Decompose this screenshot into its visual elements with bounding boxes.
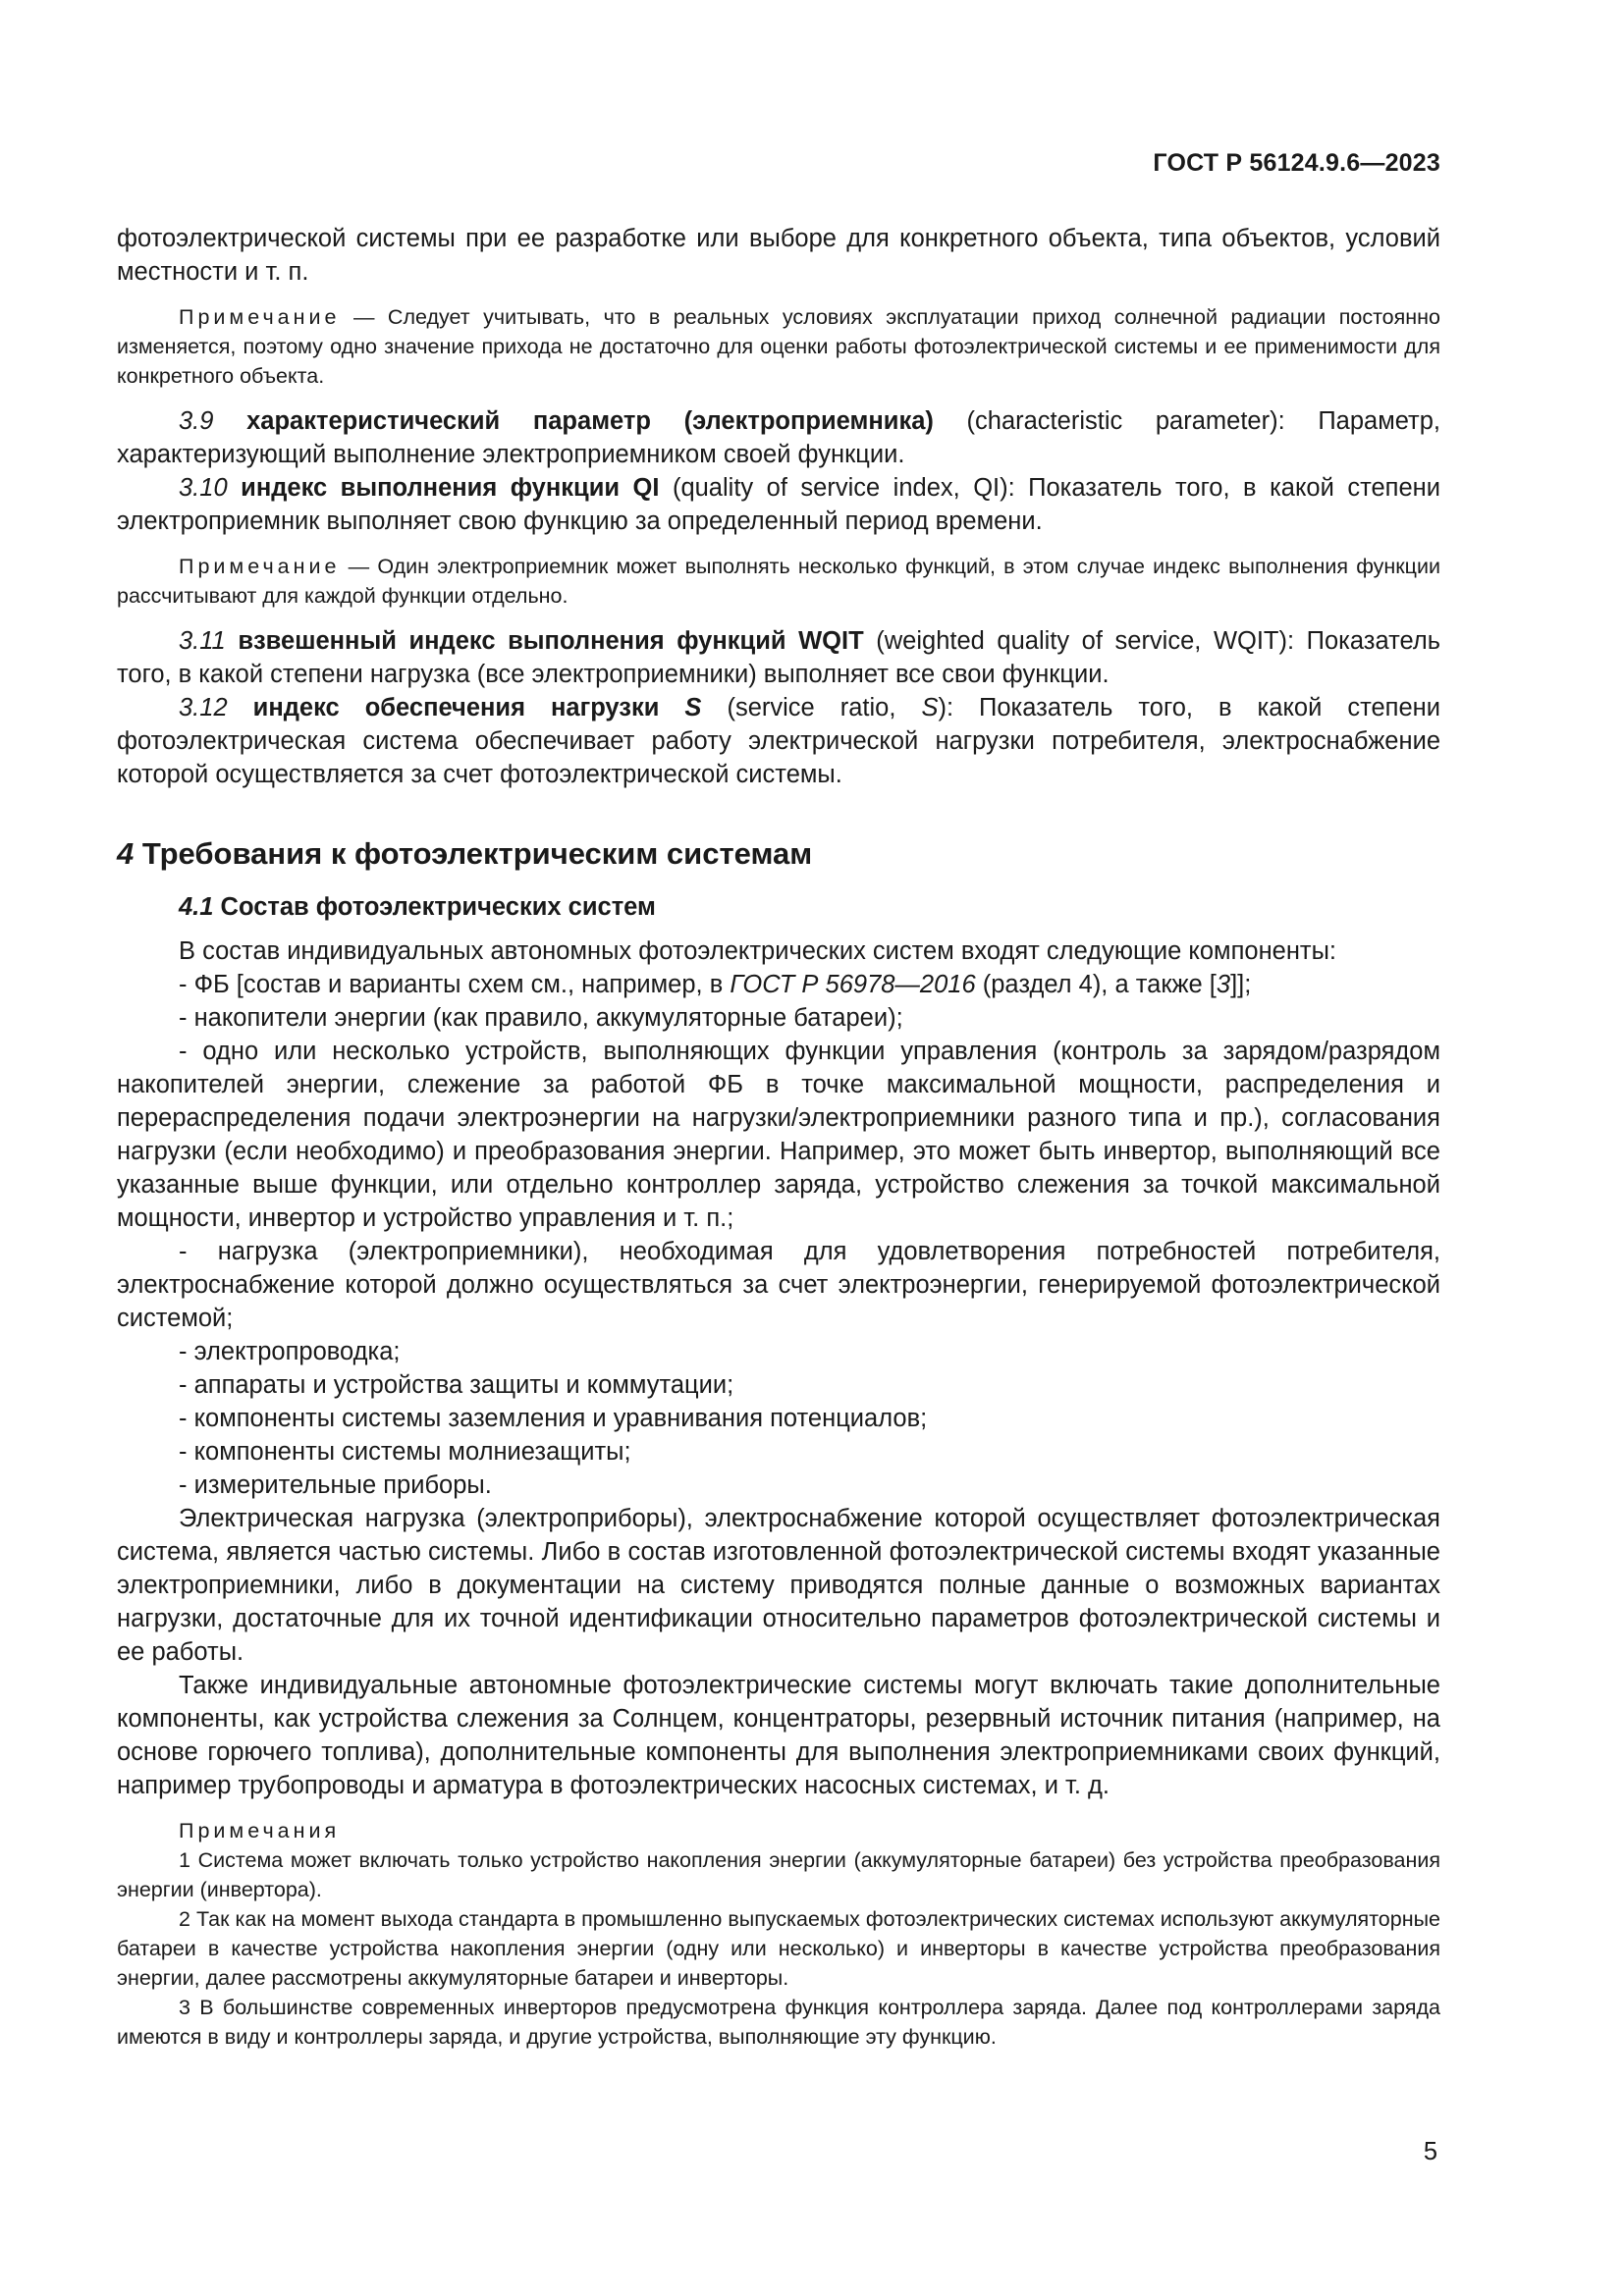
section-4-1-heading <box>117 889 1440 925</box>
list-item: - электропроводка; <box>179 1338 401 1365</box>
note-label: Примечание <box>179 305 341 329</box>
note-text: — Следует учитывать, что в реальных условиях эксплуатации приход солнечной радиации постоянно изменяется, поэтому одно значение прихода не достаточно для оценки работы фотоэлектрической системы и ее применимости для конкретного объекта. <box>117 305 1440 388</box>
continued-paragraph: фотоэлектрической системы при ее разработке или выборе для конкретного объекта, типа объектов, условий местности и т. п. <box>117 225 1440 286</box>
note-label: Примечание <box>179 555 341 578</box>
term-3-11 <box>117 624 1440 691</box>
term-definition: (quality of service index, QI): Показатель того, в какой степени электроприемник выполняет свою функцию за определенный период времени. <box>117 474 1440 535</box>
term-name: индекс выполнения функции QI <box>241 474 660 502</box>
list-item-storage: - накопители энергии (как правило, аккумуляторные батареи); <box>179 1004 903 1032</box>
list-item-control: - одно или несколько устройств, выполняющих функции управления (контроль за зарядом/разрядом накопителей энергии, слежение за работой ФБ в точке максимальной мощности, распределения и перераспределения подачи электроэнергии на нагрузки/электроприемники разного типа и пр.), согласования нагрузки (если необходимо) и преобразования энергии. Например, это может быть инвертор, выполняющий все указанные выше функции, или отдельно контроллер заряда, устройство слежения за точкой максимальной мощности, инвертор и устройство управления и т. п.; <box>117 1038 1440 1232</box>
section-number: 4 <box>117 836 135 871</box>
subsection-number: 4.1 <box>179 893 214 921</box>
term-name: индекс обеспечения нагрузки <box>252 694 660 721</box>
paragraph-load: Электрическая нагрузка (электроприборы), электроснабжение которой осуществляет фотоэлектрическая система, является частью системы. Либо в состав изготовленной фотоэлектрической системы входят указанные электроприемники, либо в документации на систему приводятся полные данные о возможных вариантах нагрузки, достаточные для их точной идентификации относительно параметров фотоэлектрической системы и ее работы. <box>117 1505 1440 1666</box>
note-item-3: 3 В большинстве современных инверторов предусмотрена функция контроллера заряда. Далее под контроллерами заряда имеются в виду и контроллеры заряда, и другие устройства, выполняющие эту функцию. <box>117 1996 1440 2049</box>
list-item-load: - нагрузка (электроприемники), необходимая для удовлетворения потребностей потребителя, электроснабжение которой должно осуществляться за счет электроэнергии, генерируемой фотоэлектрической системой; <box>117 1238 1440 1332</box>
term-number: 3.12 <box>179 694 228 721</box>
page-content <box>117 222 1440 2052</box>
list-text: - ФБ [состав и варианты схем см., например, в <box>179 971 731 998</box>
term-definition-a: (service ratio, <box>701 694 922 721</box>
term-number: 3.9 <box>179 407 214 435</box>
term-definition: (weighted quality of service, WQIT): Показатель того, в какой степени нагрузка (все электроприемники) выполняет все свои функции. <box>117 627 1440 688</box>
list-item: - компоненты системы молниезащиты; <box>179 1438 631 1466</box>
note-item-2: 2 Так как на момент выхода стандарта в промышленно выпускаемых фотоэлектрических системах используют аккумуляторные батареи в качестве устройства накопления энергии (одну или несколько) и инверторы в качестве устройства преобразования энергии, далее рассмотрены аккумуляторные батареи и инверторы. <box>117 1907 1440 1990</box>
page-number: 5 <box>1423 2138 1437 2165</box>
term-definition: (characteristic parameter): Параметр, характеризующий выполнение электроприемником своей функции. <box>117 407 1441 468</box>
section-4-heading <box>117 834 1440 874</box>
section-intro: В состав индивидуальных автономных фотоэлектрических систем входят следующие компоненты: <box>179 937 1337 965</box>
term-3-9 <box>117 404 1440 471</box>
list-text: (раздел 4), а также [ <box>975 971 1217 998</box>
notes-label <box>117 1816 1440 1845</box>
bibliography-reference: 3 <box>1216 971 1231 998</box>
term-3-12 <box>117 691 1440 791</box>
term-number: 3.10 <box>179 474 228 502</box>
term-number: 3.11 <box>179 627 226 655</box>
document-header: ГОСТ Р 56124.9.6—2023 <box>1153 149 1440 177</box>
list-item: - компоненты системы заземления и уравнивания потенциалов; <box>179 1405 928 1432</box>
notes-label-text: Примечания <box>179 1819 341 1842</box>
term-name: взвешенный индекс выполнения функций WQIT <box>238 627 864 655</box>
note-paragraph <box>117 552 1440 611</box>
standard-reference: ГОСТ Р 56978—2016 <box>730 971 976 998</box>
note-text: — Один электроприемник может выполнять несколько функций, в этом случае индекс выполнения функции рассчитывают для каждой функции отдельно. <box>117 555 1440 608</box>
term-definition-b: ): Показатель того, в какой степени фотоэлектрическая система обеспечивает работу электрической нагрузки потребителя, электроснабжение которой осуществляется за счет фотоэлектрической системы. <box>117 694 1440 788</box>
list-item-fb <box>117 968 1440 1001</box>
note-item-1: 1 Система может включать только устройство накопления энергии (аккумуляторные батареи) без устройства преобразования энергии (инвертора). <box>117 1848 1440 1901</box>
section-title: Требования к фотоэлектрическим системам <box>134 836 813 871</box>
list-item: - измерительные приборы. <box>179 1471 492 1499</box>
subsection-title: Состав фотоэлектрических систем <box>213 893 656 921</box>
paragraph-extra-components: Также индивидуальные автономные фотоэлектрические системы могут включать такие дополнительные компоненты, как устройства слежения за Солнцем, концентраторы, резервный источник питания (например, на основе горючего топлива), дополнительные компоненты для выполнения электроприемниками своих функций, например трубопроводы и арматура в фотоэлектрических насосных системах, и т. д. <box>117 1672 1440 1799</box>
term-symbol: S <box>684 694 702 721</box>
term-3-10 <box>117 471 1440 538</box>
note-paragraph <box>117 302 1440 391</box>
list-item: - аппараты и устройства защиты и коммутации; <box>179 1371 734 1399</box>
term-name: характеристический параметр (электроприемника) <box>246 407 934 435</box>
list-text: ]]; <box>1230 971 1252 998</box>
term-symbol-inline: S <box>921 694 939 721</box>
